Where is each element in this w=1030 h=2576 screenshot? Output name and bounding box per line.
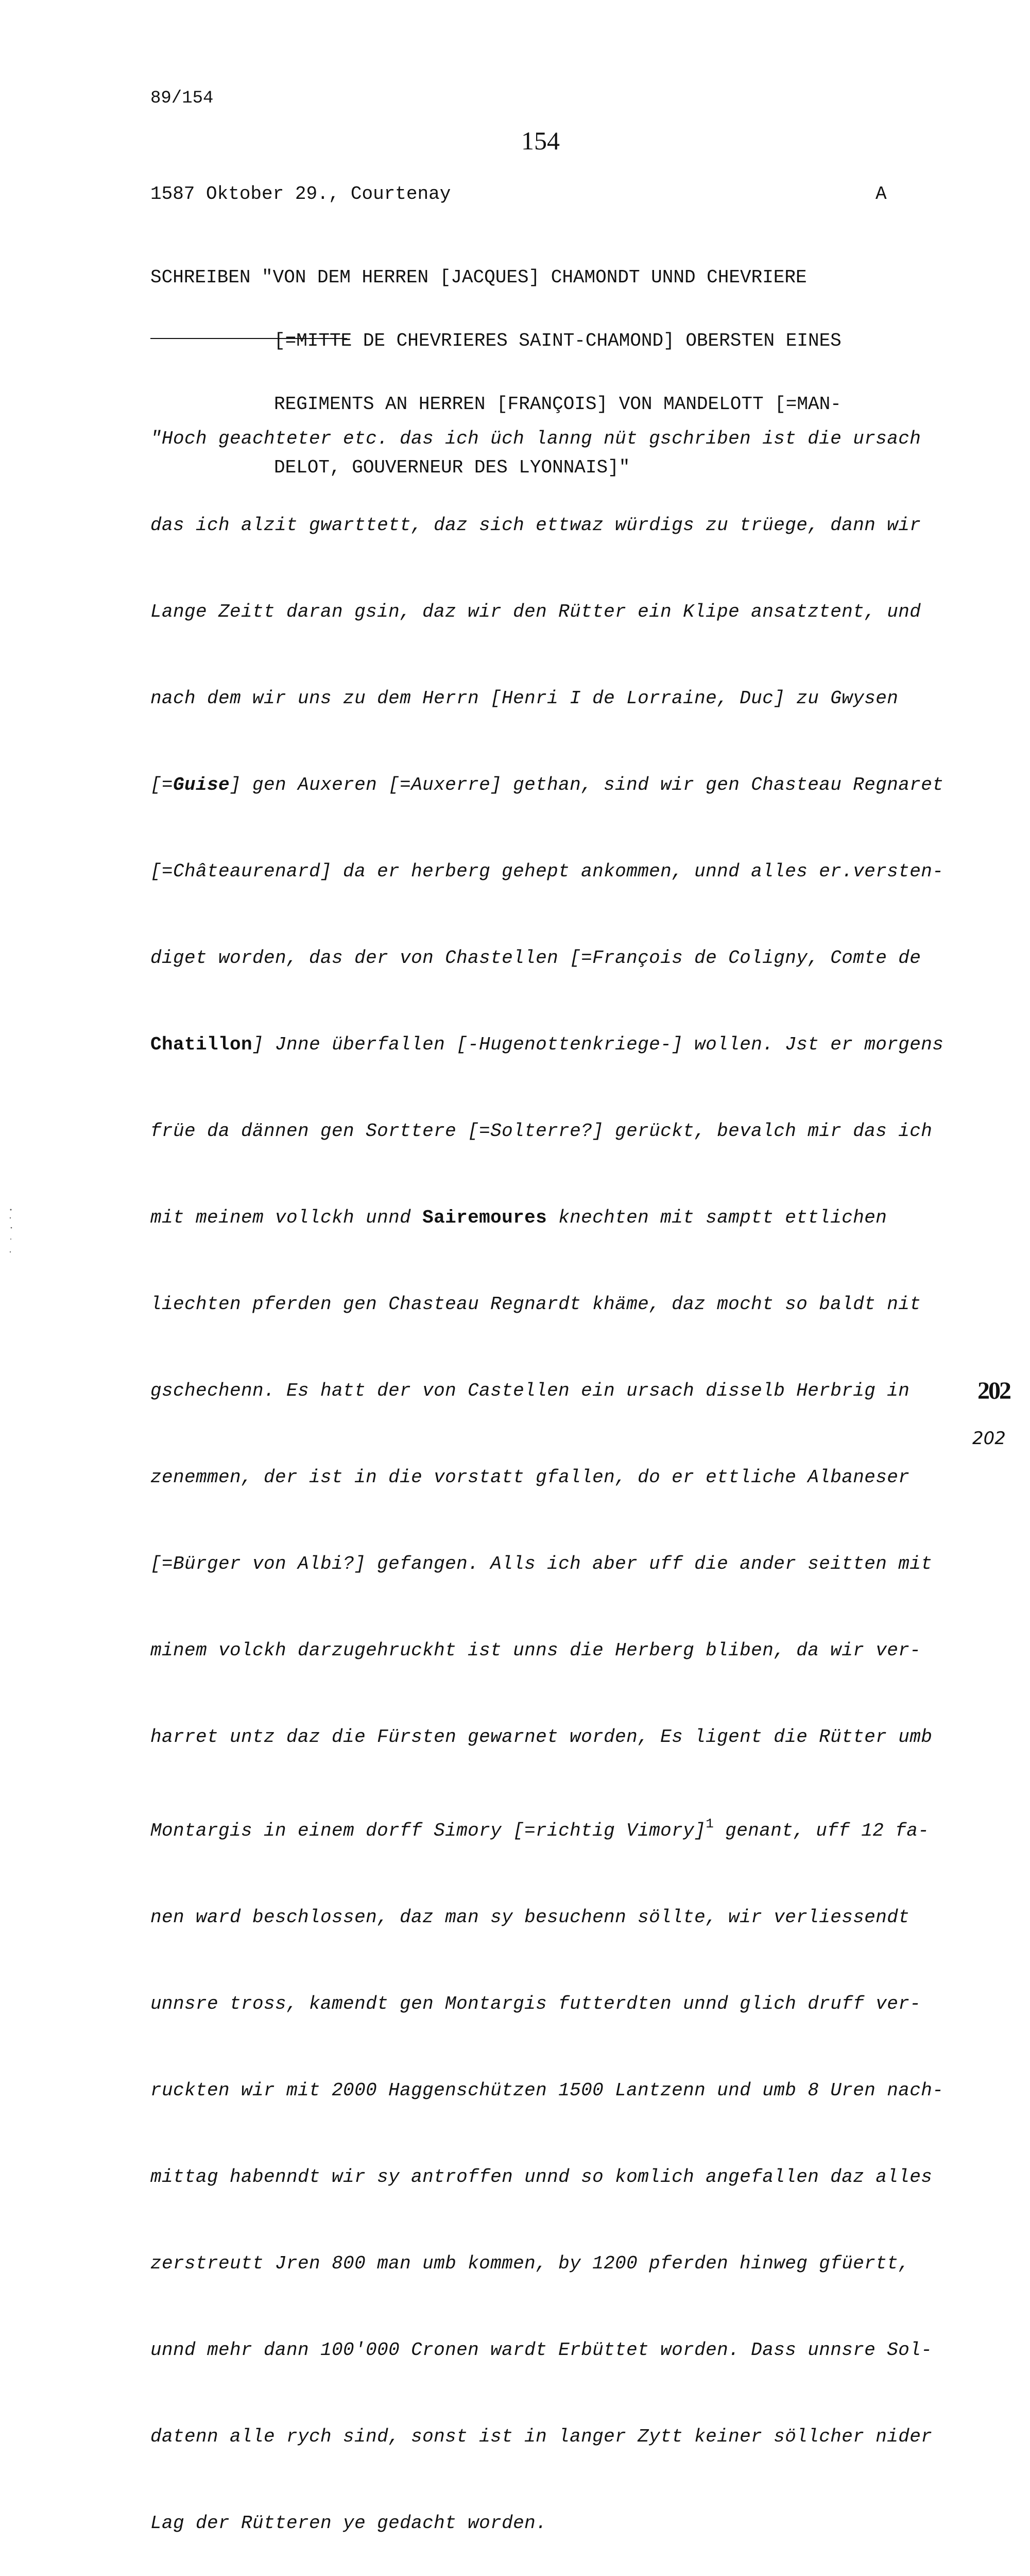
emphasized-name: Sairemoures [422, 1207, 547, 1228]
body-line: das ich alzit gwarttett, daz sich ettwaz würdigs zu trüege, dann wir [150, 515, 921, 536]
scan-speck-mark [9, 1207, 12, 1263]
body-line: früe da dännen gen Sorttere [=Solterre?] gerückt, bevalch mir das ich [150, 1121, 933, 1142]
body-line: [=Châteaurenard] da er herberg gehept ankommen, unnd alles er.versten- [150, 861, 944, 882]
body-text-segment: Montargis in einem dorff Simory [=richtig Vimory] [150, 1820, 706, 1841]
body-line [150, 1809, 943, 1845]
body-line: minem volckh darzugehruckht ist unns die Herberg bliben, da wir ver- [150, 1640, 921, 1661]
body-text-segment: knechten mit samptt ettlichen [547, 1207, 887, 1228]
body-line: diget worden, das der von Chastellen [=François de Coligny, Comte de [150, 947, 921, 969]
emphasized-name: Chatillon [150, 1034, 253, 1055]
handwritten-page-number: 202 [972, 1428, 1006, 1449]
body-line: nen ward beschlossen, daz man sy besuchenn söllte, wir verliessendt [150, 1907, 910, 1928]
footnote-marker: 1 [706, 1816, 714, 1832]
body-line: "Hoch geachteter etc. das ich üch lanng nüt gschriben ist die ursach [150, 428, 921, 449]
body-line: gschechenn. Es hatt der von Castellen ein ursach disselb Herbrig in [150, 1380, 910, 1401]
body-line: Lag der Rütteren ye gedacht worden. [150, 2513, 547, 2534]
version-letter: A [876, 183, 887, 205]
body-line: zenemmen, der ist in die vorstatt gfallen, do er ettliche Albaneser [150, 1467, 910, 1488]
body-line [150, 1030, 943, 1059]
body-line: harret untz daz die Fürsten gewarnet worden, Es ligent die Rütter umb [150, 1726, 933, 1748]
emphasized-name: Guise [173, 774, 230, 795]
file-reference: 89/154 [150, 89, 214, 108]
heading-line: DELOT, GOUVERNEUR DES LYONNAIS]" [274, 457, 630, 478]
heading-line: [=MITTE DE CHEVRIERES SAINT-CHAMOND] OBERSTEN EINES [274, 330, 842, 351]
body-text-segment: genant, uff 12 fa- [714, 1820, 930, 1841]
body-line: unnsre tross, kamendt gen Montargis futterdten unnd glich druff ver- [150, 1993, 921, 2014]
body-line: ruckten wir mit 2000 Haggenschützen 1500 Lantzenn und umb 8 Uren nach- [150, 2080, 944, 2101]
date-place-line: 1587 Oktober 29., Courtenay [150, 183, 451, 205]
body-text-segment: [= [150, 774, 174, 795]
body-line: [=Bürger von Albi?] gefangen. Alls ich aber uff die ander seitten mit [150, 1553, 933, 1574]
body-line: zerstreutt Jren 800 man umb kommen, by 1200 pferden hinweg gfüertt, [150, 2253, 910, 2274]
body-text-segment: ] Jnne überfallen [-Hugenottenkriege-] wollen. Jst er morgens [252, 1034, 944, 1055]
heading-line: SCHREIBEN "VON DEM HERREN [JACQUES] CHAMONDT UNND CHEVRIERE [150, 267, 807, 288]
heading-separator-rule [150, 338, 347, 339]
body-line: Lange Zeitt daran gsin, daz wir den Rütter ein Klipe ansatztent, und [150, 601, 921, 622]
heading-line: REGIMENTS AN HERREN [FRANÇOIS] VON MANDELOTT [=MAN- [274, 394, 842, 415]
body-text-segment: ] gen Auxeren [=Auxerre] gethan, sind wir gen Chasteau Regnaret [230, 774, 944, 795]
body-line: liechten pferden gen Chasteau Regnardt khäme, daz mocht so baldt nit [150, 1294, 921, 1315]
page-number: 154 [521, 126, 560, 155]
body-line [150, 1204, 943, 1232]
letter-body [150, 367, 943, 2576]
body-text-segment: mit meinem vollckh unnd [150, 1207, 423, 1228]
body-line [150, 771, 943, 800]
archive-stamp-number: 202 [977, 1377, 1010, 1404]
body-line: unnd mehr dann 100'000 Cronen wardt Erbüttet worden. Dass unnsre Sol- [150, 2340, 933, 2361]
body-line: datenn alle rych sind, sonst ist in langer Zytt keiner söllcher nider [150, 2426, 933, 2447]
body-line: mittag habenndt wir sy antroffen unnd so komlich angefallen daz alles [150, 2166, 933, 2188]
body-line: nach dem wir uns zu dem Herrn [Henri I de Lorraine, Duc] zu Gwysen [150, 688, 899, 709]
